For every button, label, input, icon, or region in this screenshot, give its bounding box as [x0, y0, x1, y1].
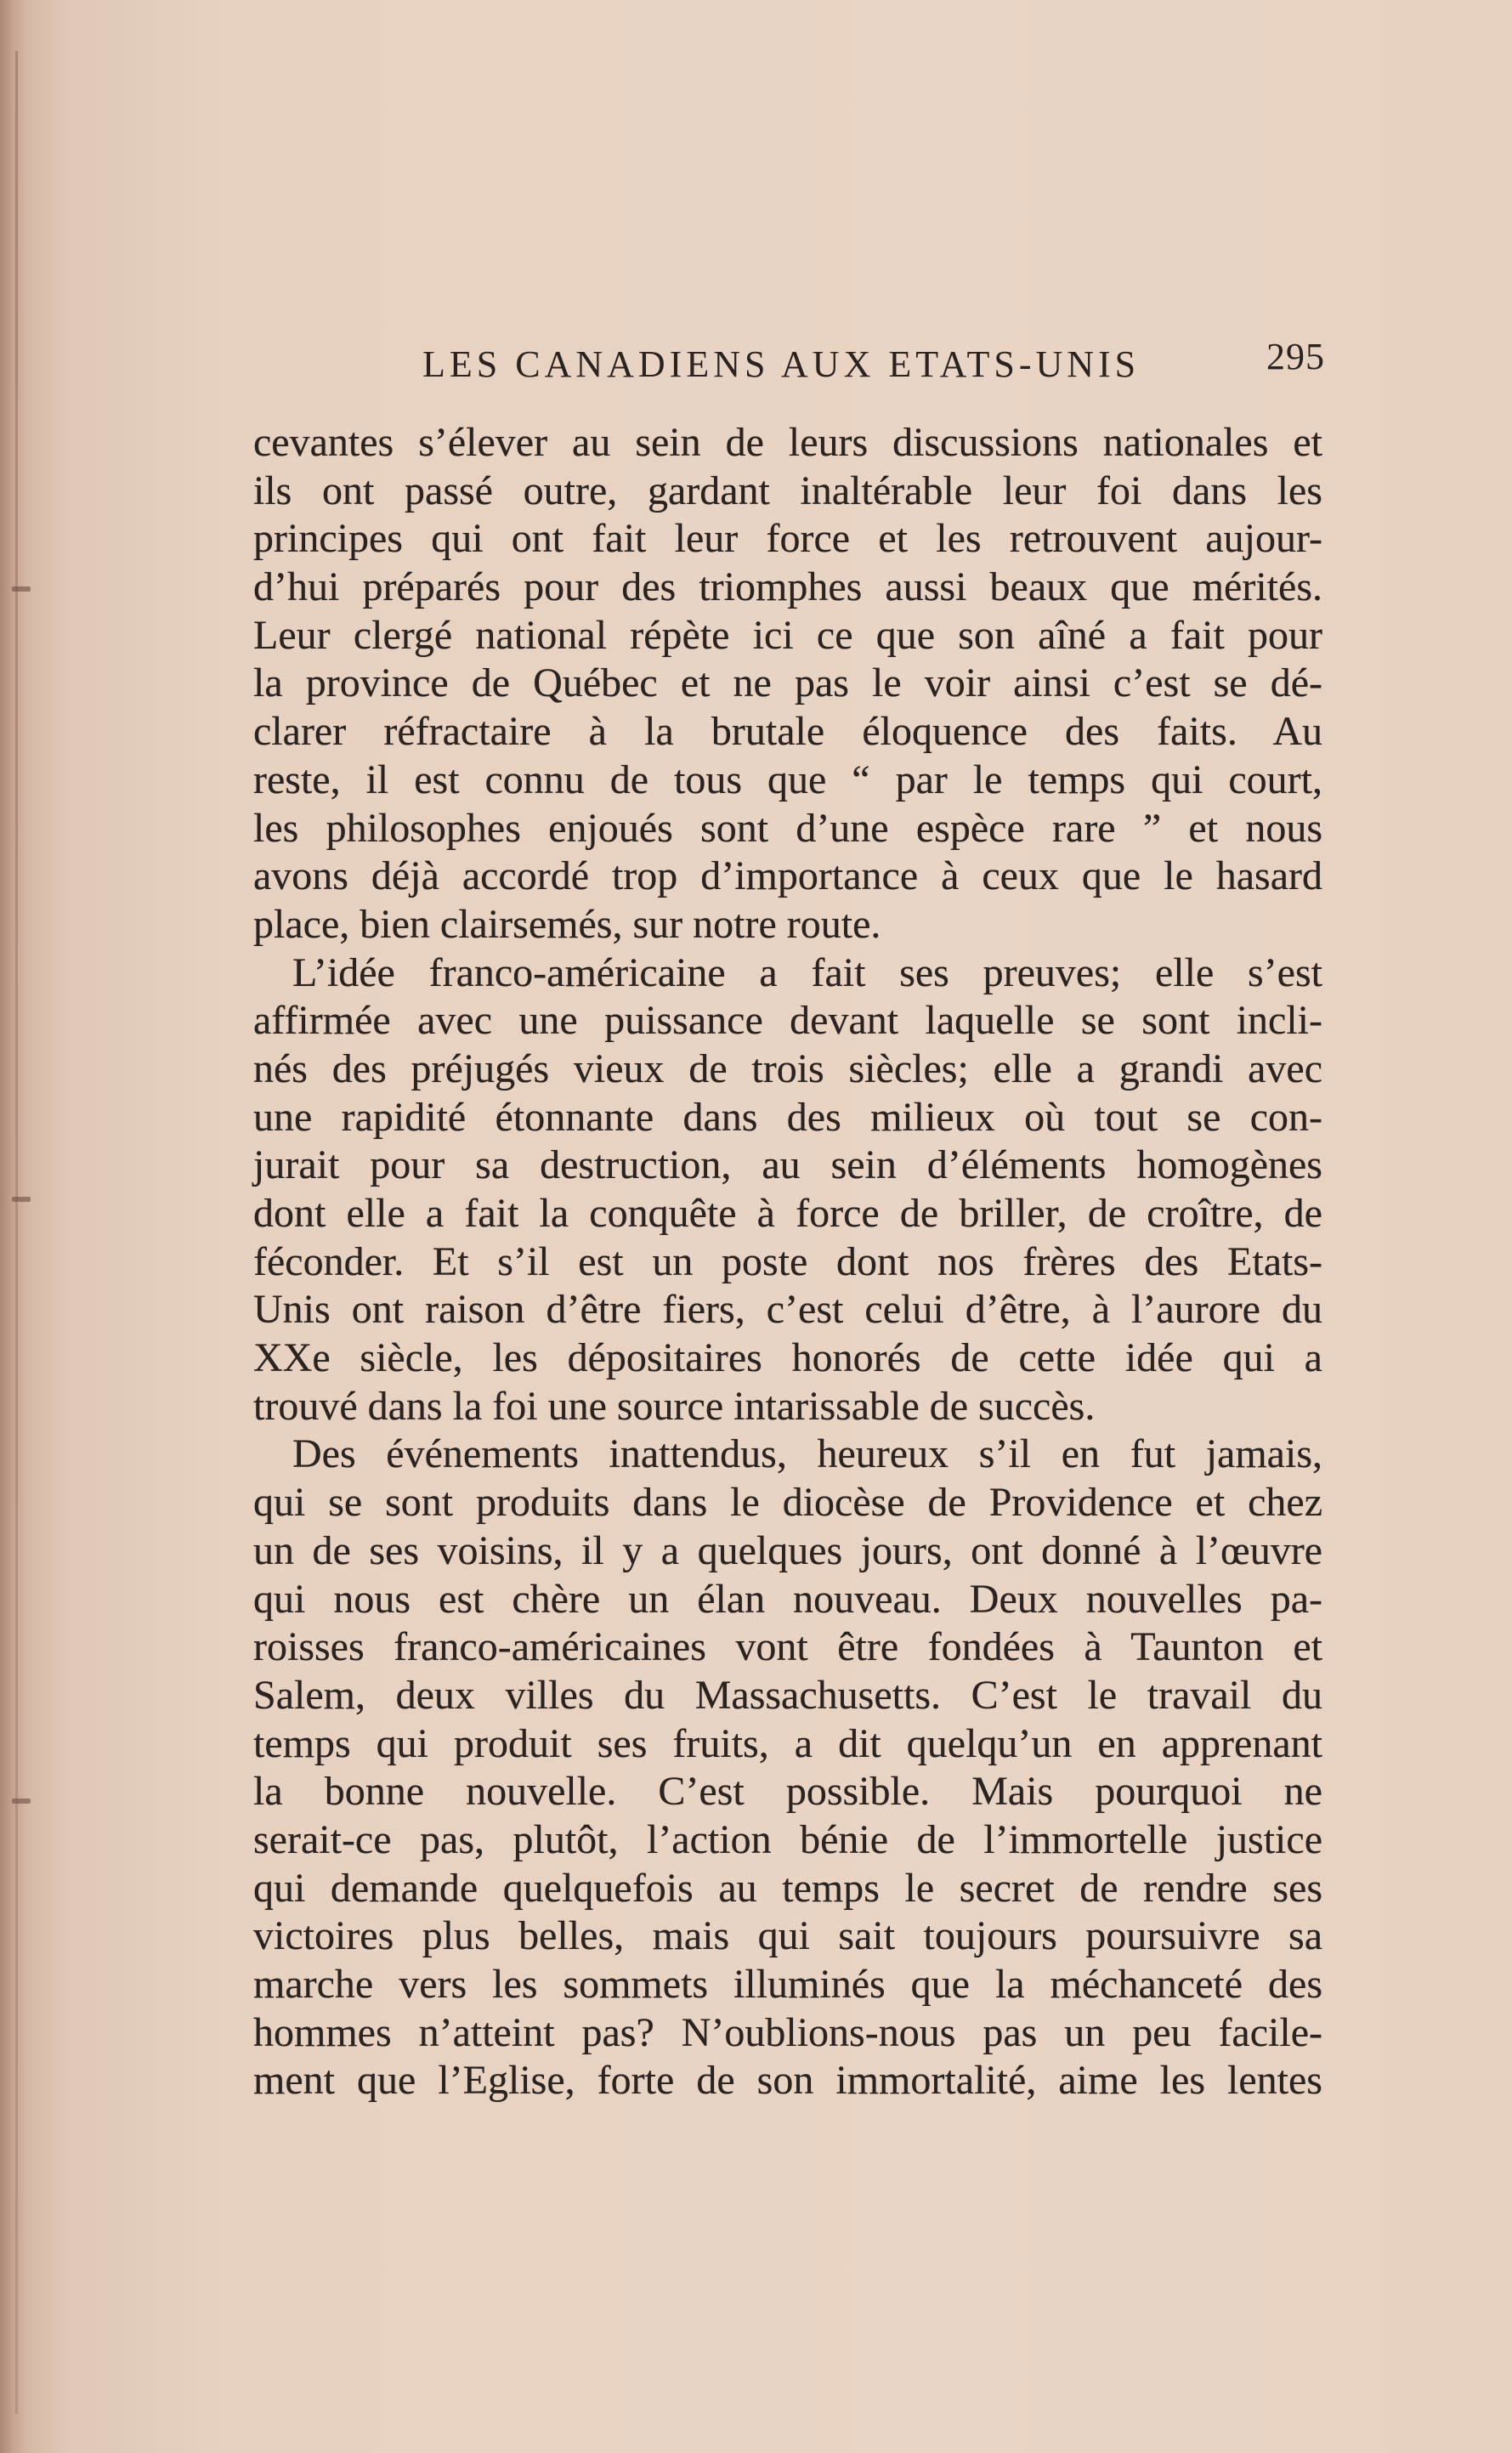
binding-mark: [12, 1197, 31, 1202]
paragraph: [253, 949, 1322, 1431]
page-number: 295: [1266, 336, 1325, 377]
text-line: ment que l’Eglise, forte de son immortalité, aime les lentes: [253, 2058, 1322, 2104]
text-line: temps qui produit ses fruits, a dit quelqu’un en apprenant: [253, 1720, 1322, 1766]
text-line: qui nous est chère un élan nouveau. Deux nouvelles pa-: [253, 1576, 1322, 1622]
text-line: L’idée franco-américaine a fait ses preuves; elle s’est: [292, 949, 1322, 995]
text-line: place, bien clairsemés, sur notre route.: [253, 901, 881, 947]
body-text: [253, 419, 1322, 2105]
text-line: principes qui ont fait leur force et les retrouvent aujour-: [253, 516, 1322, 562]
text-line: les philosophes enjoués sont d’une espèce rare ” et nous: [253, 805, 1322, 851]
binding-mark: [12, 586, 31, 592]
text-line: hommes n’atteint pas? N’oublions-nous pas un peu facile-: [253, 2009, 1322, 2055]
text-line: un de ses voisins, il y a quelques jours, ont donné à l’œuvre: [253, 1527, 1322, 1573]
text-line: Unis ont raison d’être fiers, c’est celui d’être, à l’aurore du: [253, 1287, 1322, 1333]
text-line: serait-ce pas, plutôt, l’action bénie de l’immortelle justice: [253, 1816, 1322, 1862]
text-line: jurait pour sa destruction, au sein d’éléments homogènes: [253, 1142, 1322, 1188]
text-line: la province de Québec et ne pas le voir ainsi c’est se dé-: [253, 660, 1322, 706]
text-line: Des événements inattendus, heureux s’il en fut jamais,: [292, 1431, 1322, 1477]
text-line: XXe siècle, les dépositaires honorés de cette idée qui a: [253, 1335, 1322, 1381]
text-line: la bonne nouvelle. C’est possible. Mais pourquoi ne: [253, 1769, 1322, 1815]
text-line: clarer réfractaire à la brutale éloquence des faits. Au: [253, 709, 1322, 755]
text-line: affirmée avec une puissance devant laquelle se sont incli-: [253, 998, 1322, 1044]
text-line: d’hui préparés pour des triomphes aussi beaux que mérités.: [253, 564, 1322, 610]
text-line: une rapidité étonnante dans des milieux où tout se con-: [253, 1094, 1322, 1140]
text-line: qui demande quelquefois au temps le secret de rendre ses: [253, 1865, 1322, 1911]
paragraph: [253, 419, 1322, 949]
text-line: ils ont passé outre, gardant inaltérable leur foi dans les: [253, 467, 1322, 513]
binding-edge: [15, 51, 18, 2414]
running-title: LES CANADIENS AUX ETATS-UNIS: [422, 343, 1141, 385]
text-line: roisses franco-américaines vont être fondées à Taunton et: [253, 1624, 1322, 1670]
text-line: cevantes s’élever au sein de leurs discussions nationales et: [253, 420, 1322, 465]
text-line: reste, il est connu de tous que “ par le temps qui court,: [253, 756, 1322, 802]
binding-mark: [12, 1799, 31, 1804]
text-line: Leur clergé national répète ici ce que son aîné a fait pour: [253, 612, 1322, 658]
text-line: Salem, deux villes du Massachusetts. C’est le travail du: [253, 1672, 1322, 1718]
text-line: nés des préjugés vieux de trois siècles; elle a grandi avec: [253, 1045, 1322, 1091]
text-line: dont elle a fait la conquête à force de briller, de croître, de: [253, 1191, 1322, 1236]
text-line: avons déjà accordé trop d’importance à ceux que le hasard: [253, 853, 1322, 899]
text-line: victoires plus belles, mais qui sait toujours poursuivre sa: [253, 1913, 1322, 1959]
text-line: féconder. Et s’il est un poste dont nos frères des Etats-: [253, 1238, 1322, 1284]
text-line: qui se sont produits dans le diocèse de Providence et chez: [253, 1480, 1322, 1526]
text-line: trouvé dans la foi une source intarissable de succès.: [253, 1383, 1096, 1429]
text-line: marche vers les sommets illuminés que la méchanceté des: [253, 1962, 1322, 2007]
paragraph: [253, 1430, 1322, 2105]
